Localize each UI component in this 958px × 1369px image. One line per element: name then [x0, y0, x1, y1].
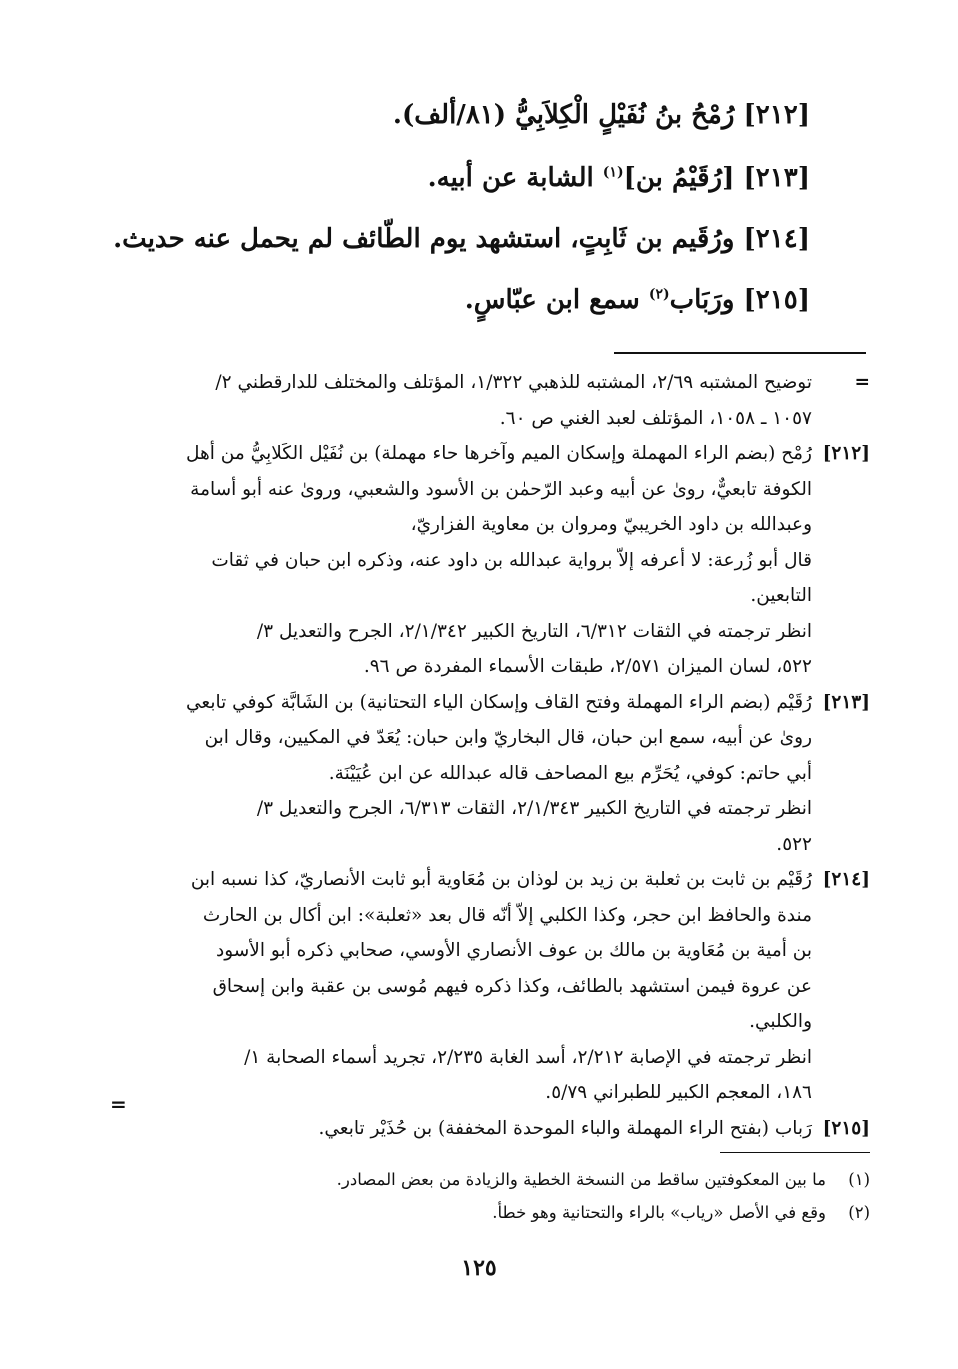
entry-215: [110, 285, 810, 315]
commentary-item-213: [130, 685, 870, 863]
commentary-line: أبي حاتم: كوفي، يُحَرِّم بيع المصاحف قاله عبدالله عن ابن عُيَيْنَة.: [328, 762, 812, 784]
entry-212: [110, 100, 810, 130]
commentary-line: والكلبي.: [749, 1011, 812, 1032]
commentary-line: انظر ترجمته في الثقات ٦/٣١٢، التاريخ الكبير ٢/١/٣٤٢، الجرح والتعديل ٣/: [256, 620, 812, 642]
commentary-divider: [614, 352, 866, 354]
commentary-line: رَباب (بفتح الراء المهملة والباء الموحدة المخففة) بن حُذَيْر تابعي.: [318, 1117, 812, 1139]
commentary-line: روىٰ عن أبيه، سمع ابن حبان، قال البخاريّ وابن حبان: يُعَدّ في المكيين، وقال ابن: [204, 727, 812, 748]
entry-text: [رُقَيْمُ بن]: [623, 163, 735, 193]
commentary-line: التابعين.: [750, 585, 812, 606]
commentary-number: [٢١٢]: [822, 443, 870, 464]
commentary-line: انظر ترجمته في الإصابة ٢/٢١٢، أسد الغابة ٢/٢٣٥، تجريد أسماء الصحابة ١/: [244, 1046, 812, 1068]
commentary-continuation: [130, 365, 870, 436]
commentary: [130, 365, 870, 1146]
commentary-line: رُقَيْم بن ثابت بن ثعلبة بن زيد بن لوذان بن مُعَاوية أبو ثابت الأنصاريّ، كذا نسبه ابن: [190, 869, 812, 890]
footnote-number: (١): [848, 1170, 870, 1189]
entry-number: [٢١٤]: [743, 224, 810, 254]
footnote-text: وقع في الأصل «رياب» بالراء والتحتانية وهو خطأ.: [492, 1203, 826, 1222]
commentary-line: ٥٢٢.: [776, 833, 812, 855]
entry-number: [٢١٣]: [743, 163, 810, 193]
footnote-text: ما بين المعكوفتين ساقط من النسخة الخطية والزيادة من بعض المصادر.: [336, 1170, 826, 1189]
commentary-item-212: [130, 436, 870, 685]
commentary-line: ١٠٥٧ ـ ١٠٥٨، المؤتلف لعبد الغني ص ٦٠.: [499, 407, 812, 429]
footnote-ref: (١): [602, 164, 624, 181]
footnote-number: (٢): [848, 1203, 870, 1222]
entry-text: الشابة عن أبيه.: [427, 163, 603, 193]
commentary-line: انظر ترجمته في التاريخ الكبير ٢/١/٣٤٣، الثقات ٦/٣١٣، الجرح والتعديل ٣/: [256, 798, 812, 819]
entry-213: [110, 163, 810, 193]
entry-text: رُمْحُ بنُ نُفَيْلٍ الْكِلاَبِيُّ (٨١/ألف).: [392, 100, 735, 130]
footnotes: [250, 1163, 870, 1229]
entry-214: [110, 224, 810, 254]
commentary-line: رُمْح (بضم الراء المهملة وإسكان الميم وآخرها حاء مهملة) بن نُفَيْل الكَلابِيُّ من أهل: [185, 443, 812, 464]
commentary-line: عن عروة فيمن استشهد بالطائف، وكذا ذكره فيهم مُوسى بن عقبة وابن إسحاق: [212, 975, 812, 997]
commentary-line: ٥٢٢، لسان الميزان ٢/٥٧١، طبقات الأسماء المفردة ص ٩٦.: [363, 656, 812, 677]
entry-text: ورُقَيم بن ثَابِتٍ، استشهد يوم الطّائف لم يحمل عنه حديث.: [113, 224, 735, 254]
commentary-line: ١٨٦، المعجم الكبير للطبراني ٥/٧٩.: [545, 1082, 812, 1103]
entry-text: سمع ابن عبّاسٍ.: [464, 285, 649, 315]
commentary-line: رُقَيْم (بضم الراء المهملة وفتح القاف وإسكان الياء التحتانية) بن الشَابَّة كوفي تابعي: [186, 691, 812, 713]
commentary-line: مندة والحافظ ابن حجر، وكذا الكلبي إلاّ أنّه قال بعد «ثعلبة»: ابن أكال بن الحارث: [202, 904, 812, 926]
commentary-number: [٢١٥]: [822, 1117, 870, 1139]
continuation-marker-end: =: [110, 1092, 127, 1116]
commentary-line: الكوفة تابعيٌّ، روىٰ عن أبيه وعبد الرّحمٰن بن الأسود والشعبي، وروىٰ عنه أبو أسامة: [190, 478, 812, 500]
commentary-number: [٢١٣]: [822, 691, 870, 713]
commentary-number: [٢١٤]: [822, 869, 870, 890]
page-number: ١٢٥: [461, 1255, 497, 1281]
footnote-divider: [720, 1152, 870, 1153]
continuation-marker: =: [854, 372, 870, 393]
footnote-1: [250, 1163, 870, 1196]
footnote-ref: (٢): [648, 286, 670, 303]
commentary-item-214: [130, 862, 870, 1111]
commentary-line: بن أمية بن مُعَاوية بن مالك بن عوف الأنصاري الأوسي، صحابي ذكره أبو الأسود: [215, 940, 812, 961]
entry-number: [٢١٢]: [743, 100, 810, 130]
entry-number: [٢١٥]: [743, 285, 810, 315]
footnote-2: [250, 1196, 870, 1229]
commentary-line: وعبدالله بن داود الخريبيّ ومروان بن معاوية الفزاريّ،: [410, 514, 812, 535]
entry-text: ورَبَاب: [669, 285, 735, 315]
commentary-item-215: [130, 1111, 870, 1147]
commentary-line: توضيح المشتبه ٢/٦٩، المشتبه للذهبي ١/٣٢٢، المؤتلف والمختلف للدارقطني ٢/: [215, 372, 812, 393]
commentary-line: قال أبو زُرعة: لا أعرفه إلاّ برواية عبدالله بن داود عنه، وذكره ابن حبان في ثقات: [211, 549, 812, 571]
